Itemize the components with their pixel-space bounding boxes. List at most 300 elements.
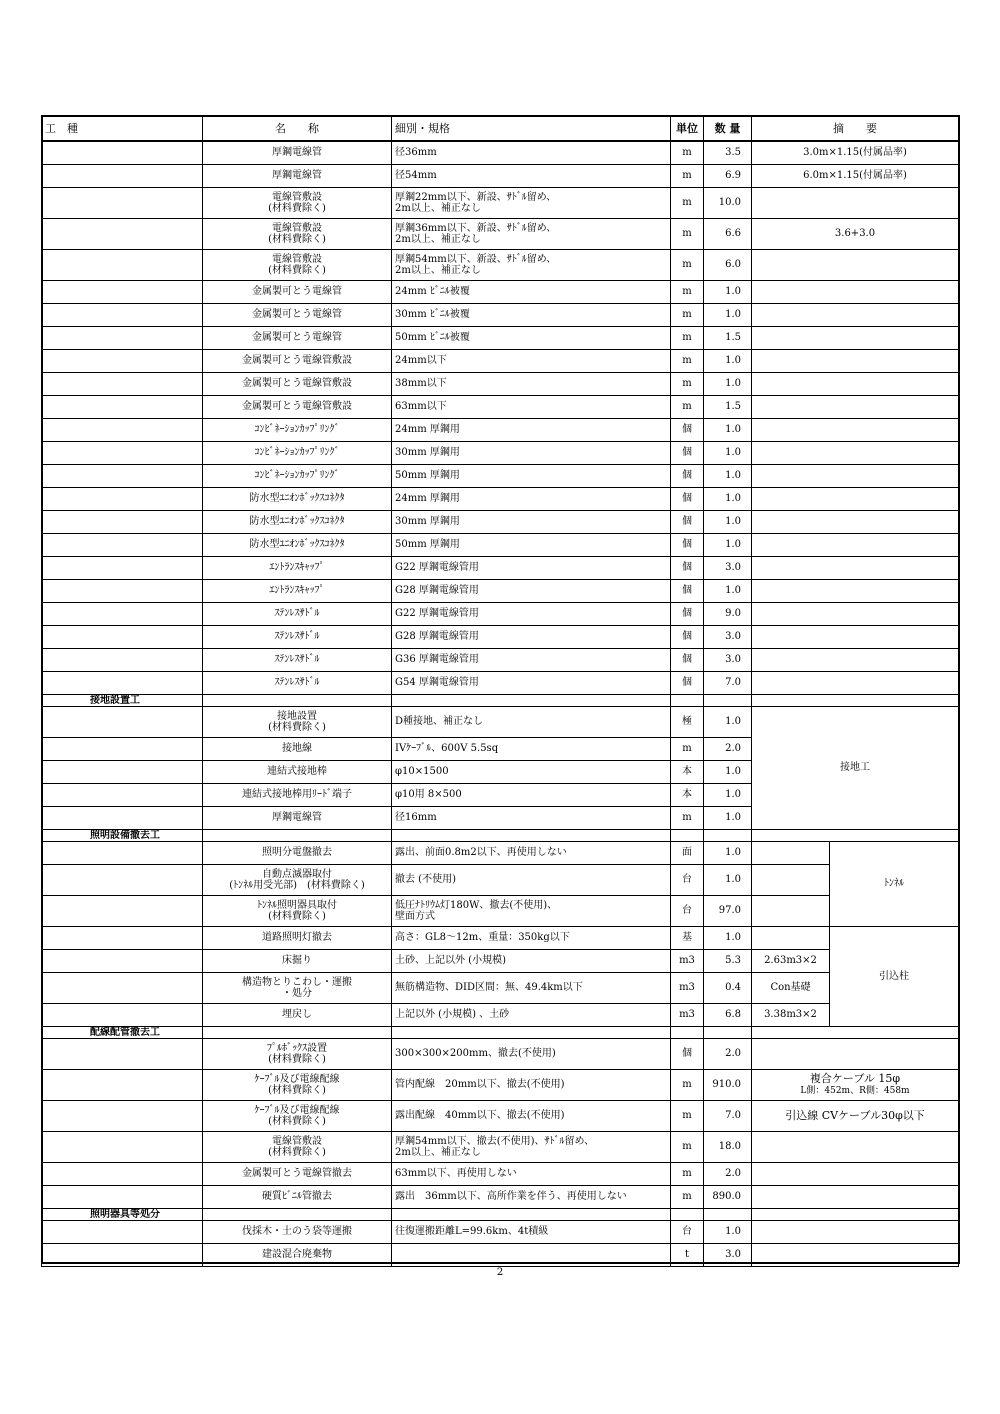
table-row <box>42 671 959 694</box>
item-unit: m <box>671 1185 704 1208</box>
kind-cell <box>42 760 203 783</box>
item-name: 接地設置 (材料費除く) <box>203 706 392 737</box>
item-unit: 個 <box>671 625 704 648</box>
empty-cell <box>671 1026 704 1038</box>
note-cell <box>752 510 959 533</box>
item-spec: G28 厚鋼電線管用 <box>392 625 671 648</box>
kind-cell <box>42 737 203 760</box>
item-unit: m <box>671 806 704 829</box>
item-unit: m <box>671 164 704 187</box>
kind-cell <box>42 648 203 671</box>
item-name: 電線管敷設 (材料費除く) <box>203 187 392 218</box>
kind-cell <box>42 280 203 303</box>
item-qty: 1.0 <box>704 579 752 602</box>
note-tunnel: ﾄﾝﾈﾙ <box>830 841 959 926</box>
kind-cell <box>42 1185 203 1208</box>
kind-cell <box>42 141 203 164</box>
kind-cell <box>42 706 203 737</box>
item-name: 構造物とりこわし・運搬 ・処分 <box>203 972 392 1003</box>
item-unit: 台 <box>671 864 704 895</box>
item-spec: 高さ：GL8～12m、重量：350kg以下 <box>392 926 671 949</box>
item-spec: 63mm以下 <box>392 395 671 418</box>
item-qty: 1.5 <box>704 395 752 418</box>
header-kind: 工 種 <box>42 116 203 142</box>
item-unit: m <box>671 187 704 218</box>
item-spec: 50mm 厚鋼用 <box>392 533 671 556</box>
item-name: 金属製可とう電線管 <box>203 280 392 303</box>
section-row <box>42 1208 959 1220</box>
item-qty: 1.0 <box>704 349 752 372</box>
item-name: ｴﾝﾄﾗﾝｽｷｬｯﾌﾟ <box>203 579 392 602</box>
table-row <box>42 349 959 372</box>
item-qty: 1.0 <box>704 760 752 783</box>
item-unit: 台 <box>671 1220 704 1243</box>
item-name: 埋戻し <box>203 1003 392 1026</box>
item-unit: 個 <box>671 533 704 556</box>
table-row <box>42 441 959 464</box>
item-qty: 2.0 <box>704 737 752 760</box>
kind-cell <box>42 218 203 249</box>
note-cell <box>752 395 959 418</box>
item-name: 電線管敷設 (材料費除く) <box>203 218 392 249</box>
item-unit: 個 <box>671 671 704 694</box>
note-pole: 引込柱 <box>830 926 959 1026</box>
note-cell: 3.0m×1.15(付属品率) <box>752 141 959 164</box>
note-cell: 6.0m×1.15(付属品率) <box>752 164 959 187</box>
table-row <box>42 841 959 864</box>
item-qty: 2.0 <box>704 1038 752 1069</box>
item-qty: 1.0 <box>704 1220 752 1243</box>
item-spec: G22 厚鋼電線管用 <box>392 556 671 579</box>
item-spec: 露出、前面0.8m2以下、再使用しない <box>392 841 671 864</box>
item-qty: 0.4 <box>704 972 752 1003</box>
empty-cell <box>752 1026 959 1038</box>
table-row <box>42 1100 959 1131</box>
kind-cell <box>42 926 203 949</box>
header-unit: 単位 <box>671 116 704 142</box>
kind-cell <box>42 864 203 895</box>
empty-cell <box>704 829 752 841</box>
note-cell <box>752 926 830 949</box>
header-note: 摘 要 <box>752 116 959 142</box>
section-row <box>42 1026 959 1038</box>
note-cell <box>752 326 959 349</box>
item-spec: 30mm ﾋﾞﾆﾙ被覆 <box>392 303 671 326</box>
item-spec: 露出配線 40mm以下、撤去(不使用) <box>392 1100 671 1131</box>
item-name: 金属製可とう電線管敷設 <box>203 372 392 395</box>
item-spec: φ10×1500 <box>392 760 671 783</box>
note-cell <box>752 1131 959 1162</box>
note-cell <box>752 418 959 441</box>
item-spec: 63mm以下、再使用しない <box>392 1162 671 1185</box>
note-cell <box>752 464 959 487</box>
table-row <box>42 372 959 395</box>
table-row <box>42 218 959 249</box>
item-name: 自動点滅器取付 (ﾄﾝﾈﾙ用受光部) (材料費除く) <box>203 864 392 895</box>
item-name: 電線管敷設 (材料費除く) <box>203 249 392 280</box>
item-spec: 24mm 厚鋼用 <box>392 418 671 441</box>
item-name: 厚鋼電線管 <box>203 164 392 187</box>
item-qty: 1.0 <box>704 533 752 556</box>
empty-cell <box>203 829 392 841</box>
note-cell <box>752 625 959 648</box>
item-name: 建設混合廃棄物 <box>203 1243 392 1266</box>
item-name: 電線管敷設 (材料費除く) <box>203 1131 392 1162</box>
item-unit: m <box>671 737 704 760</box>
table-row <box>42 556 959 579</box>
item-qty: 18.0 <box>704 1131 752 1162</box>
item-spec: 管内配線 20mm以下、撤去(不使用) <box>392 1069 671 1100</box>
table-row <box>42 706 959 737</box>
kind-cell <box>42 972 203 1003</box>
item-name: 金属製可とう電線管撤去 <box>203 1162 392 1185</box>
item-spec: 径16mm <box>392 806 671 829</box>
note-cell <box>752 895 830 926</box>
item-unit: 個 <box>671 579 704 602</box>
note-cell <box>752 249 959 280</box>
table-row <box>42 164 959 187</box>
note-cell <box>752 1243 959 1266</box>
item-unit: 極 <box>671 706 704 737</box>
item-qty: 1.0 <box>704 806 752 829</box>
item-name: ｹｰﾌﾞﾙ及び電線配線 (材料費除く) <box>203 1069 392 1100</box>
table-row <box>42 1220 959 1243</box>
item-qty: 10.0 <box>704 187 752 218</box>
item-qty: 6.9 <box>704 164 752 187</box>
item-unit: m3 <box>671 1003 704 1026</box>
item-spec: G28 厚鋼電線管用 <box>392 579 671 602</box>
note-cell <box>752 441 959 464</box>
item-name: ｽﾃﾝﾚｽｻﾄﾞﾙ <box>203 602 392 625</box>
kind-cell <box>42 1069 203 1100</box>
empty-cell <box>671 1208 704 1220</box>
kind-cell <box>42 1162 203 1185</box>
note-cell <box>752 671 959 694</box>
item-name: 金属製可とう電線管敷設 <box>203 349 392 372</box>
header-spec: 細別・規格 <box>392 116 671 142</box>
item-qty: 3.5 <box>704 141 752 164</box>
table-row <box>42 141 959 164</box>
table-row <box>42 533 959 556</box>
empty-cell <box>671 829 704 841</box>
empty-cell <box>704 1208 752 1220</box>
table-row <box>42 1069 959 1100</box>
empty-cell <box>752 829 959 841</box>
kind-cell <box>42 783 203 806</box>
note-cell: 引込線 CVケーブル30φ以下 <box>752 1100 959 1131</box>
header-qty: 数 量 <box>704 116 752 142</box>
item-spec: G54 厚鋼電線管用 <box>392 671 671 694</box>
item-name: ｴﾝﾄﾗﾝｽｷｬｯﾌﾟ <box>203 556 392 579</box>
note-cell <box>752 648 959 671</box>
empty-cell <box>752 694 959 706</box>
kind-cell <box>42 533 203 556</box>
item-name: 照明分電盤撤去 <box>203 841 392 864</box>
empty-cell <box>392 694 671 706</box>
section-row <box>42 694 959 706</box>
item-unit: 個 <box>671 418 704 441</box>
item-unit: m <box>671 249 704 280</box>
kind-cell <box>42 895 203 926</box>
kind-cell <box>42 372 203 395</box>
item-spec: 30mm 厚鋼用 <box>392 510 671 533</box>
item-qty: 910.0 <box>704 1069 752 1100</box>
empty-cell <box>392 1026 671 1038</box>
empty-cell <box>392 829 671 841</box>
item-qty: 3.0 <box>704 1243 752 1266</box>
item-qty: 1.5 <box>704 326 752 349</box>
item-unit: t <box>671 1243 704 1266</box>
item-unit: 個 <box>671 464 704 487</box>
note-cell <box>752 303 959 326</box>
item-name: 連結式接地棒 <box>203 760 392 783</box>
item-unit: 面 <box>671 841 704 864</box>
item-spec: 撤去 (不使用) <box>392 864 671 895</box>
item-qty: 1.0 <box>704 841 752 864</box>
empty-cell <box>704 694 752 706</box>
item-name: ｺﾝﾋﾞﾈｰｼｮﾝｶｯﾌﾟﾘﾝｸﾞ <box>203 418 392 441</box>
kind-cell <box>42 487 203 510</box>
note-cell: 2.63m3×2 <box>752 949 830 972</box>
item-name: ｽﾃﾝﾚｽｻﾄﾞﾙ <box>203 648 392 671</box>
item-spec <box>392 1243 671 1266</box>
kind-cell <box>42 671 203 694</box>
table-row <box>42 249 959 280</box>
header-row <box>42 116 959 142</box>
item-spec: 露出 36mm以下、高所作業を伴う、再使用しない <box>392 1185 671 1208</box>
kind-cell <box>42 441 203 464</box>
kind-cell <box>42 164 203 187</box>
item-name: 床掘り <box>203 949 392 972</box>
kind-cell <box>42 556 203 579</box>
table-row <box>42 926 959 949</box>
item-unit: 個 <box>671 510 704 533</box>
item-spec: 土砂、上記以外 (小規模) <box>392 949 671 972</box>
note-cell <box>752 1069 959 1100</box>
quantity-table <box>41 115 959 1267</box>
item-qty: 3.0 <box>704 556 752 579</box>
item-spec: 厚鋼36mm以下、新設、ｻﾄﾞﾙ留め、 2m以上、補正なし <box>392 218 671 249</box>
item-spec: 38mm以下 <box>392 372 671 395</box>
item-qty: 7.0 <box>704 671 752 694</box>
item-unit: 個 <box>671 556 704 579</box>
item-spec: 低圧ﾅﾄﾘｳﾑ灯180W、撤去(不使用)、 壁面方式 <box>392 895 671 926</box>
item-spec: IVｹｰﾌﾞﾙ、600V 5.5sq <box>392 737 671 760</box>
empty-cell <box>392 1208 671 1220</box>
item-qty: 1.0 <box>704 510 752 533</box>
item-qty: 7.0 <box>704 1100 752 1131</box>
item-spec: G36 厚鋼電線管用 <box>392 648 671 671</box>
empty-cell <box>203 1026 392 1038</box>
item-qty: 890.0 <box>704 1185 752 1208</box>
item-name: 防水型ﾕﾆｵﾝﾎﾞｯｸｽｺﾈｸﾀ <box>203 533 392 556</box>
table-row <box>42 487 959 510</box>
item-name: ｽﾃﾝﾚｽｻﾄﾞﾙ <box>203 625 392 648</box>
table-row <box>42 602 959 625</box>
item-unit: m3 <box>671 949 704 972</box>
item-name: 道路照明灯撤去 <box>203 926 392 949</box>
section-title: 配線配管撤去工 <box>42 1026 203 1038</box>
item-unit: 台 <box>671 895 704 926</box>
note-cell: 3.38m3×2 <box>752 1003 830 1026</box>
kind-cell <box>42 625 203 648</box>
item-unit: m <box>671 395 704 418</box>
item-spec: G22 厚鋼電線管用 <box>392 602 671 625</box>
item-unit: m <box>671 141 704 164</box>
table-row <box>42 395 959 418</box>
section-row <box>42 829 959 841</box>
item-spec: 上記以外 (小規模) 、土砂 <box>392 1003 671 1026</box>
item-qty: 6.6 <box>704 218 752 249</box>
table-row <box>42 864 959 895</box>
table-row <box>42 1185 959 1208</box>
kind-cell <box>42 1038 203 1069</box>
note-cell <box>752 1162 959 1185</box>
item-name: 硬質ﾋﾞﾆﾙ管撤去 <box>203 1185 392 1208</box>
table-row <box>42 303 959 326</box>
table-row <box>42 895 959 926</box>
item-name: 防水型ﾕﾆｵﾝﾎﾞｯｸｽｺﾈｸﾀ <box>203 487 392 510</box>
table-row <box>42 1038 959 1069</box>
page-number: 2 <box>496 1267 504 1278</box>
kind-cell <box>42 303 203 326</box>
empty-cell <box>671 694 704 706</box>
item-name: ｺﾝﾋﾞﾈｰｼｮﾝｶｯﾌﾟﾘﾝｸﾞ <box>203 441 392 464</box>
item-spec: 無筋構造物、DID区間：無、49.4km以下 <box>392 972 671 1003</box>
item-qty: 1.0 <box>704 372 752 395</box>
table-row <box>42 1162 959 1185</box>
item-name: ﾄﾝﾈﾙ照明器具取付 (材料費除く) <box>203 895 392 926</box>
item-qty: 1.0 <box>704 280 752 303</box>
item-qty: 1.0 <box>704 926 752 949</box>
kind-cell <box>42 949 203 972</box>
note-cell <box>752 864 830 895</box>
item-spec: 24mm 厚鋼用 <box>392 487 671 510</box>
kind-cell <box>42 187 203 218</box>
kind-cell <box>42 464 203 487</box>
item-unit: m <box>671 349 704 372</box>
section-title: 照明器具等処分 <box>42 1208 203 1220</box>
table-row <box>42 464 959 487</box>
kind-cell <box>42 1220 203 1243</box>
empty-cell <box>752 1208 959 1220</box>
table-row <box>42 510 959 533</box>
item-unit: m <box>671 1162 704 1185</box>
item-unit: m <box>671 1100 704 1131</box>
table-row <box>42 280 959 303</box>
kind-cell <box>42 1100 203 1131</box>
note-cell <box>752 187 959 218</box>
table-row <box>42 418 959 441</box>
item-unit: m <box>671 372 704 395</box>
note-cell <box>752 579 959 602</box>
note-cell <box>752 487 959 510</box>
note-cell <box>752 1220 959 1243</box>
kind-cell <box>42 395 203 418</box>
item-qty: 1.0 <box>704 487 752 510</box>
item-qty: 1.0 <box>704 706 752 737</box>
empty-cell <box>203 1208 392 1220</box>
kind-cell <box>42 806 203 829</box>
item-unit: 個 <box>671 1038 704 1069</box>
item-qty: 1.0 <box>704 418 752 441</box>
item-unit: 個 <box>671 487 704 510</box>
table-row <box>42 579 959 602</box>
item-spec: 往復運搬距離L=99.6km、4t積級 <box>392 1220 671 1243</box>
item-spec: 径54mm <box>392 164 671 187</box>
kind-cell <box>42 579 203 602</box>
note-cell <box>752 280 959 303</box>
item-unit: m <box>671 280 704 303</box>
note-cell <box>752 1038 959 1069</box>
item-name: 連結式接地棒用ﾘｰﾄﾞ端子 <box>203 783 392 806</box>
item-spec: 厚鋼54mm以下、撤去(不使用)、ｻﾄﾞﾙ留め、 2m以上、補正なし <box>392 1131 671 1162</box>
item-spec: 50mm 厚鋼用 <box>392 464 671 487</box>
kind-cell <box>42 602 203 625</box>
kind-cell <box>42 841 203 864</box>
table-row <box>42 1131 959 1162</box>
item-qty: 1.0 <box>704 864 752 895</box>
kind-cell <box>42 249 203 280</box>
item-unit: 個 <box>671 602 704 625</box>
item-spec: D種接地、補正なし <box>392 706 671 737</box>
note-cell <box>752 1185 959 1208</box>
item-unit: m <box>671 1131 704 1162</box>
item-qty: 9.0 <box>704 602 752 625</box>
table-row <box>42 1243 959 1266</box>
item-name: ｹｰﾌﾞﾙ及び電線配線 (材料費除く) <box>203 1100 392 1131</box>
table-row <box>42 648 959 671</box>
item-qty: 3.0 <box>704 648 752 671</box>
section-title: 接地設置工 <box>42 694 203 706</box>
item-unit: m <box>671 303 704 326</box>
item-qty: 1.0 <box>704 303 752 326</box>
kind-cell <box>42 1131 203 1162</box>
item-name: 伐採木・土のう袋等運搬 <box>203 1220 392 1243</box>
item-qty: 6.0 <box>704 249 752 280</box>
note-cell <box>752 841 830 864</box>
item-name: 金属製可とう電線管 <box>203 303 392 326</box>
item-name: 接地線 <box>203 737 392 760</box>
kind-cell <box>42 326 203 349</box>
item-unit: m <box>671 1069 704 1100</box>
item-spec: 24mm ﾋﾞﾆﾙ被覆 <box>392 280 671 303</box>
note-cell: Con基礎 <box>752 972 830 1003</box>
item-unit: m <box>671 326 704 349</box>
table-row <box>42 187 959 218</box>
table-row <box>42 1003 959 1026</box>
item-name: 防水型ﾕﾆｵﾝﾎﾞｯｸｽｺﾈｸﾀ <box>203 510 392 533</box>
item-spec: 24mm以下 <box>392 349 671 372</box>
section-title: 照明設備撤去工 <box>42 829 203 841</box>
item-qty: 2.0 <box>704 1162 752 1185</box>
item-name: 金属製可とう電線管敷設 <box>203 395 392 418</box>
item-unit: 基 <box>671 926 704 949</box>
kind-cell <box>42 349 203 372</box>
note-cell <box>752 602 959 625</box>
item-unit: 個 <box>671 648 704 671</box>
note-cell <box>752 349 959 372</box>
table-row <box>42 949 959 972</box>
item-name: 厚鋼電線管 <box>203 806 392 829</box>
item-unit: 個 <box>671 441 704 464</box>
item-name: 厚鋼電線管 <box>203 141 392 164</box>
item-spec: 径36mm <box>392 141 671 164</box>
note-line: 複合ケーブル 15φ <box>809 1071 901 1085</box>
item-spec: φ10用 8×500 <box>392 783 671 806</box>
item-name: ﾌﾟﾙﾎﾞｯｸｽ設置 (材料費除く) <box>203 1038 392 1069</box>
kind-cell <box>42 1243 203 1266</box>
